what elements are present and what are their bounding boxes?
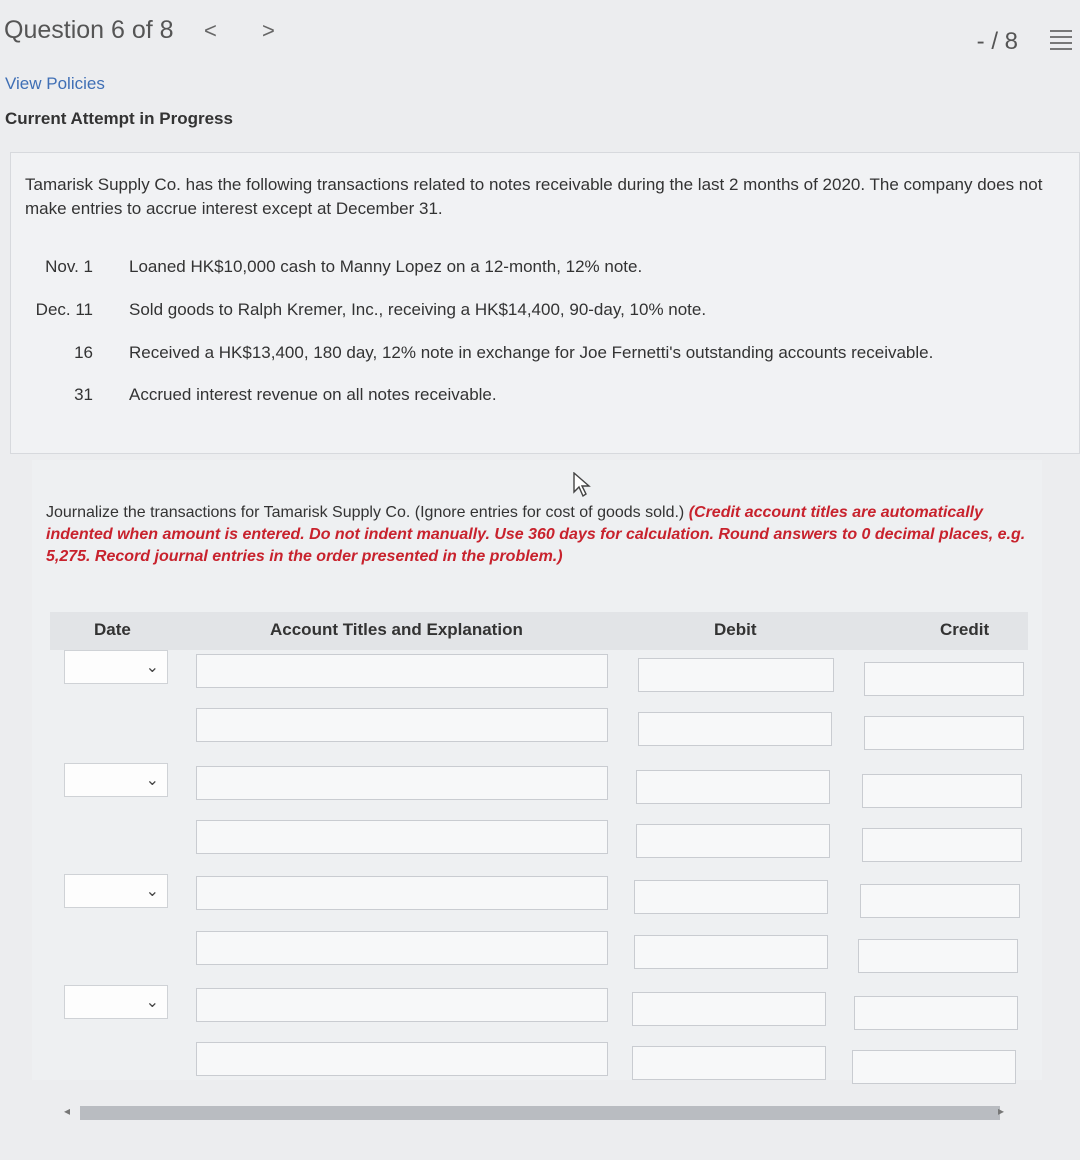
- problem-statement: [10, 152, 1080, 454]
- debit-input[interactable]: [632, 992, 826, 1026]
- date-select[interactable]: [64, 985, 168, 1019]
- credit-input[interactable]: [862, 828, 1022, 862]
- transaction-text: Received a HK$13,400, 180 day, 12% note in exchange for Joe Fernetti's outstanding accounts receivable.: [129, 343, 934, 362]
- debit-input[interactable]: [636, 770, 830, 804]
- instructions: [46, 502, 1026, 568]
- chevron-down-icon: ⌄: [145, 994, 159, 1011]
- debit-input[interactable]: [632, 1046, 826, 1080]
- debit-input[interactable]: [638, 712, 832, 746]
- question-list-icon[interactable]: [1050, 30, 1072, 52]
- account-title-input[interactable]: [196, 931, 608, 965]
- credit-input[interactable]: [864, 662, 1024, 696]
- scroll-left-icon[interactable]: ◂: [64, 1104, 71, 1118]
- transaction-row: [11, 300, 1071, 330]
- debit-input[interactable]: [634, 935, 828, 969]
- account-title-input[interactable]: [196, 708, 608, 742]
- credit-input[interactable]: [854, 996, 1018, 1030]
- transaction-text: Loaned HK$10,000 cash to Manny Lopez on a 12-month, 12% note.: [129, 257, 643, 276]
- account-title-input[interactable]: [196, 876, 608, 910]
- instructions-note: (Credit account titles are automatically indented when amount is entered. Do not indent manually. Use 360 days for calculation. Round answers to 0 decimal places, e.g. 5,275. Record journal entries in the order presented in the problem.): [46, 504, 1026, 565]
- top-bar: [0, 0, 1080, 60]
- account-title-input[interactable]: [196, 766, 608, 800]
- transaction-text: Sold goods to Ralph Kremer, Inc., receiving a HK$14,400, 90-day, 10% note.: [129, 300, 707, 319]
- debit-column-header: Debit: [714, 620, 757, 639]
- scrollbar-thumb[interactable]: [80, 1106, 1000, 1120]
- credit-input[interactable]: [862, 774, 1022, 808]
- credit-input[interactable]: [858, 939, 1018, 973]
- view-policies-link[interactable]: View Policies: [5, 74, 105, 93]
- credit-input[interactable]: [852, 1050, 1016, 1084]
- next-question-button[interactable]: >: [262, 18, 275, 43]
- scroll-right-icon[interactable]: ▸: [997, 1104, 1004, 1118]
- previous-question-button[interactable]: <: [204, 18, 217, 43]
- mouse-pointer-icon: [572, 472, 592, 498]
- chevron-down-icon: ⌄: [145, 659, 159, 676]
- transaction-date: 16: [74, 343, 93, 362]
- date-column-header: Date: [94, 620, 131, 639]
- date-select[interactable]: [64, 874, 168, 908]
- chevron-down-icon: ⌄: [145, 883, 159, 900]
- problem-intro: Tamarisk Supply Co. has the following transactions related to notes receivable during the last 2 months of 2020. The company does not make entries to accrue interest except at December 31.: [25, 175, 1043, 218]
- question-counter: Question 6 of 8: [4, 16, 174, 44]
- account-title-input[interactable]: [196, 1042, 608, 1076]
- account-title-input[interactable]: [196, 820, 608, 854]
- account-title-input[interactable]: [196, 654, 608, 688]
- debit-input[interactable]: [636, 824, 830, 858]
- debit-input[interactable]: [638, 658, 834, 692]
- credit-input[interactable]: [864, 716, 1024, 750]
- horizontal-scrollbar[interactable]: [64, 1104, 1004, 1122]
- debit-input[interactable]: [634, 880, 828, 914]
- attempt-status: Current Attempt in Progress: [5, 109, 233, 128]
- account-column-header: Account Titles and Explanation: [270, 620, 523, 639]
- transaction-date: Dec. 11: [35, 300, 93, 319]
- transaction-row: [11, 385, 1071, 415]
- transaction-row: [11, 257, 1071, 287]
- instructions-text: Journalize the transactions for Tamarisk Supply Co. (Ignore entries for cost of goods sold.): [46, 504, 689, 521]
- transaction-row: [11, 343, 1071, 373]
- account-title-input[interactable]: [196, 988, 608, 1022]
- date-select[interactable]: [64, 763, 168, 797]
- credit-column-header: Credit: [940, 620, 990, 639]
- journal-table-header: [50, 612, 1028, 650]
- transaction-text: Accrued interest revenue on all notes receivable.: [129, 385, 497, 404]
- date-select[interactable]: [64, 650, 168, 684]
- transaction-date: Nov. 1: [45, 257, 93, 276]
- chevron-down-icon: ⌄: [145, 772, 159, 789]
- transaction-date: 31: [74, 385, 93, 404]
- credit-input[interactable]: [860, 884, 1020, 918]
- score-display: - / 8: [976, 28, 1018, 55]
